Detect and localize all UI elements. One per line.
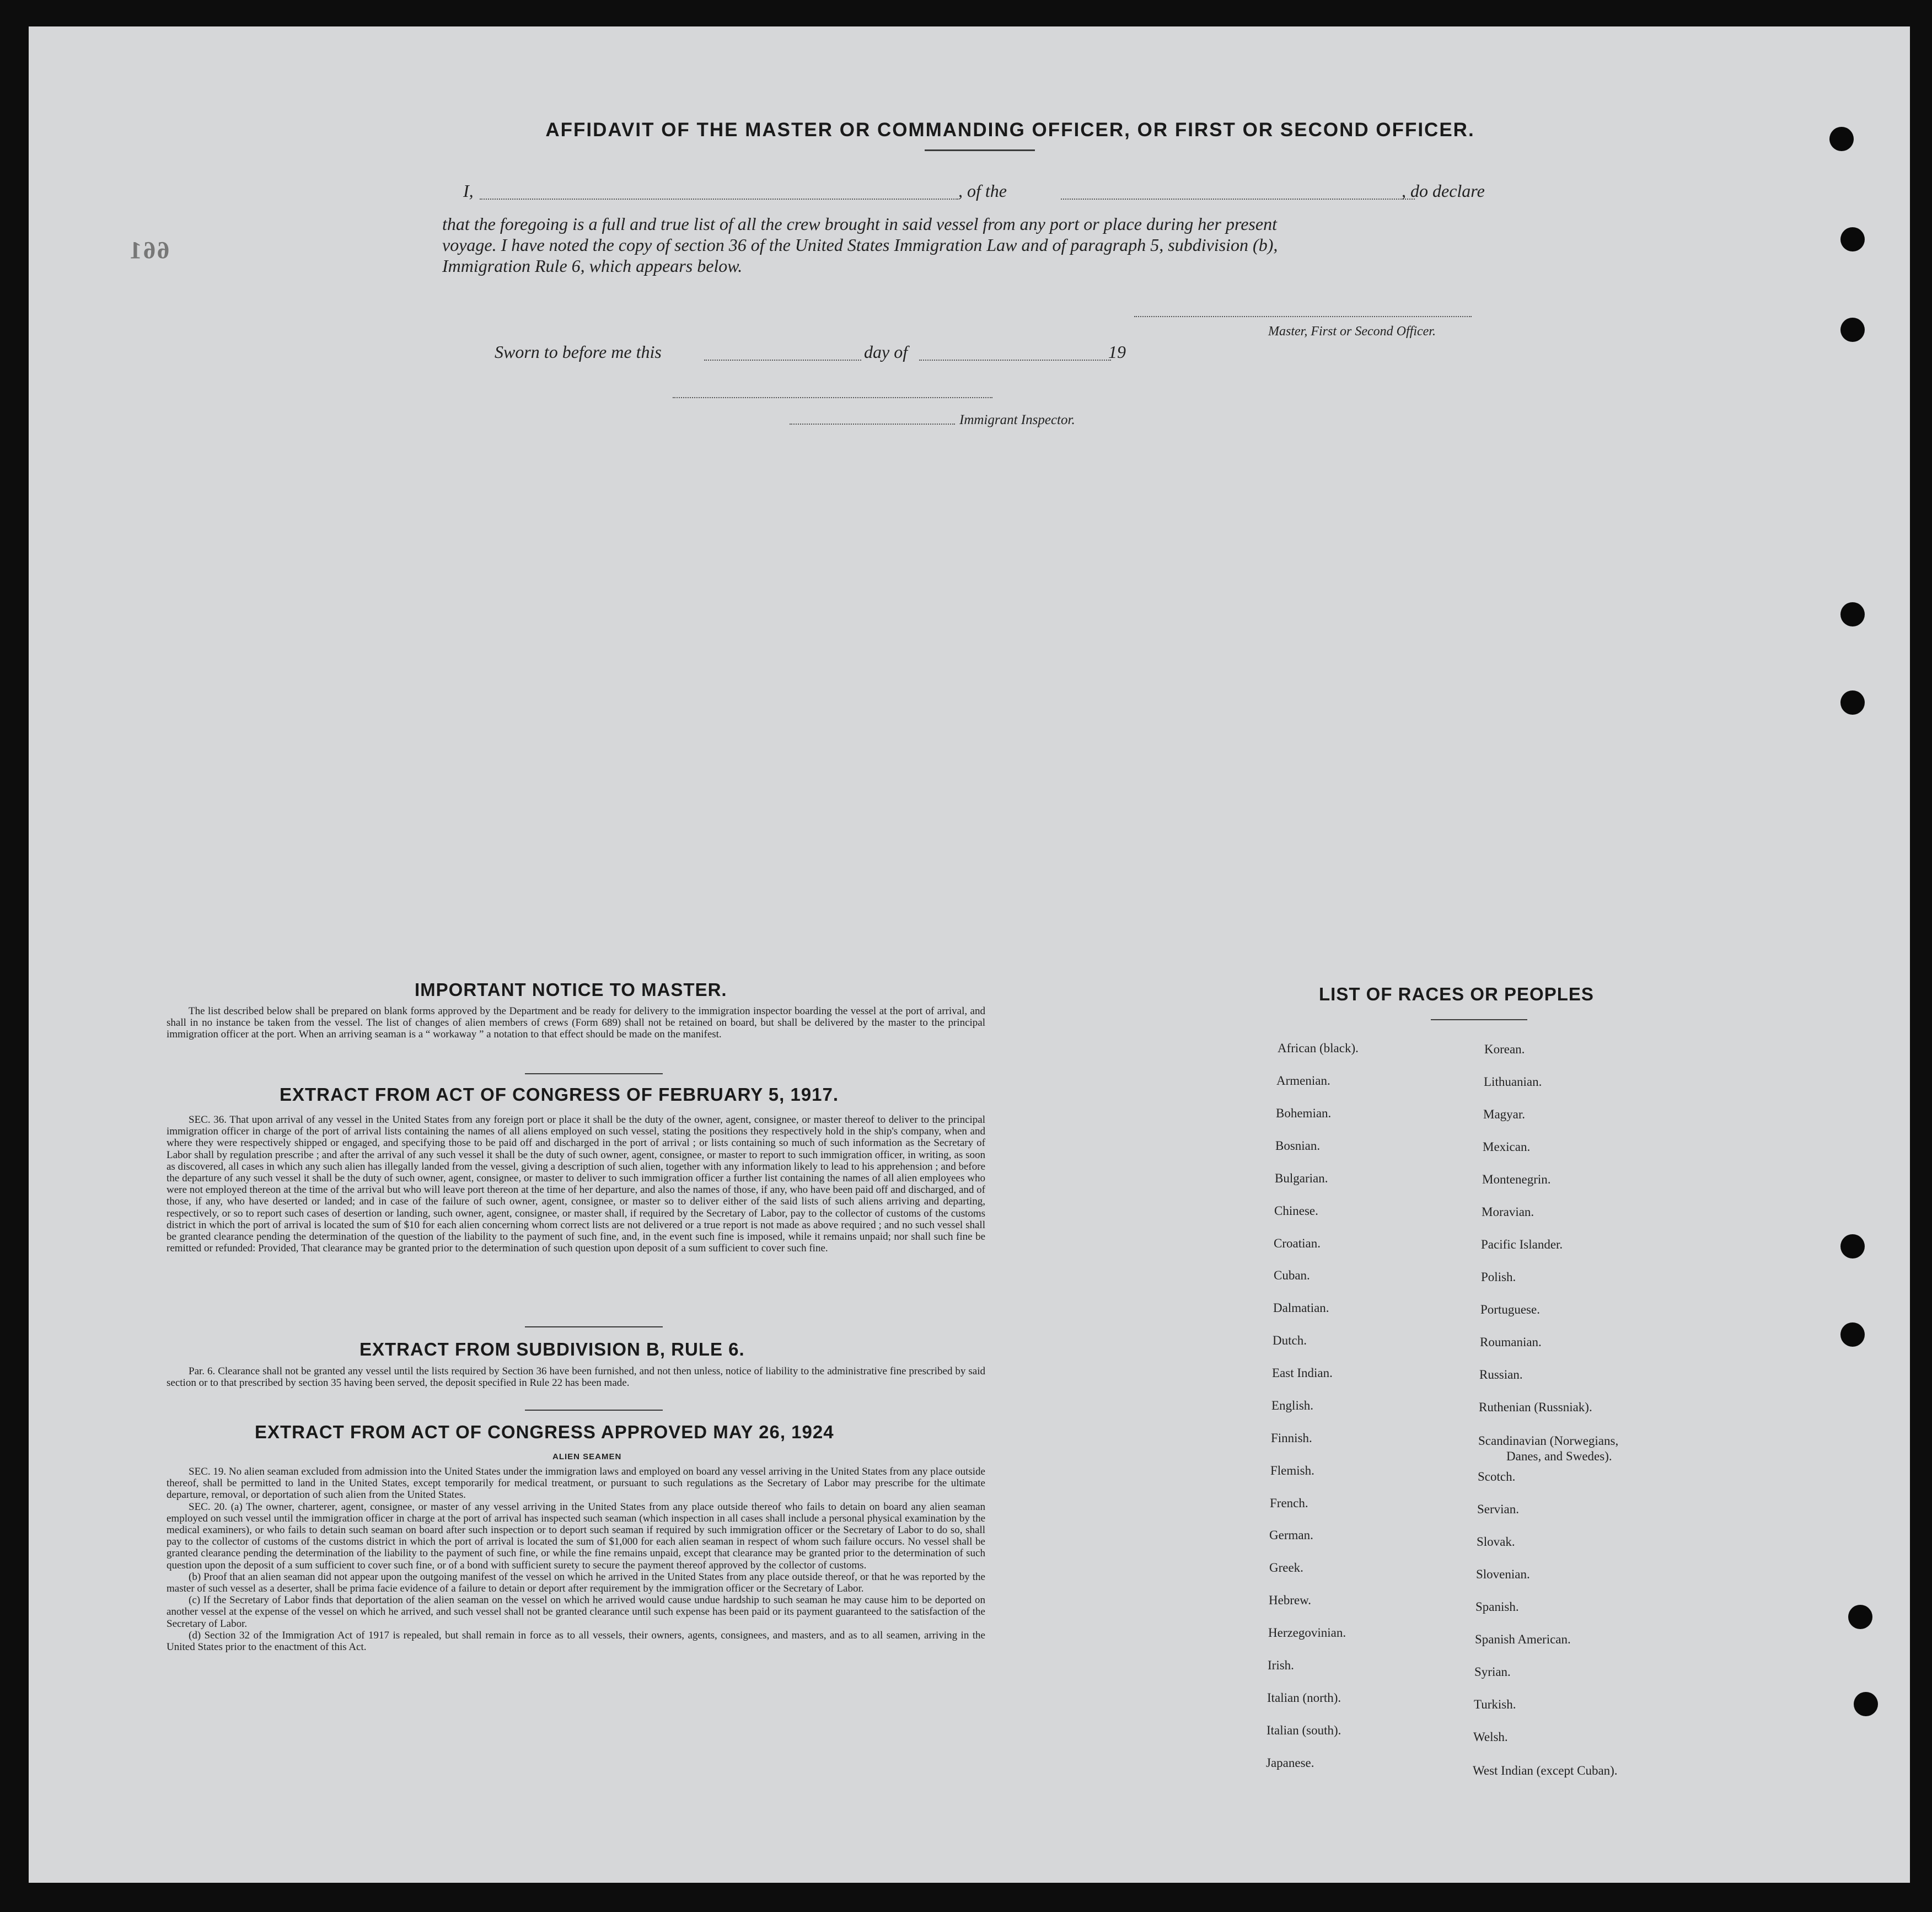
race-item: Herzegovinian.: [1268, 1626, 1346, 1640]
binder-hole: [1840, 318, 1865, 342]
extract-1917-title: EXTRACT FROM ACT OF CONGRESS OF FEBRUARY 5, 1917.: [280, 1084, 839, 1105]
race-item: Cuban.: [1274, 1268, 1310, 1282]
race-item: Magyar.: [1483, 1107, 1526, 1121]
race-item: Montenegrin.: [1482, 1172, 1551, 1186]
stamp-number: 661: [128, 237, 169, 264]
affidavit-statement-line-2: voyage. I have noted the copy of section 36 of the United States Immigration Law and of paragraph 5, subdivision (b),: [442, 235, 1278, 255]
race-item: Bosnian.: [1275, 1139, 1321, 1153]
notice-paragraph: The list described below shall be prepared on blank forms approved by the Department and be ready for delivery to the immigration inspector boarding the vessel at the port of arrival, and shall in no instance be taken from the vessel. The list of changes of alien members of crews (Form 689) shall not be retained on board, but shall be delivered by the master to the principal immigration officer at the port. When an arriving seaman is a “ workaway ” a notation to that effect should be made on the manifest.: [167, 1005, 985, 1041]
race-item: Irish.: [1268, 1658, 1294, 1672]
affidavit-statement-line-1: that the foregoing is a full and true list of all the crew brought in said vessel from any port or place during her present: [442, 214, 1277, 234]
race-item: Greek.: [1269, 1561, 1303, 1574]
race-item: Polish.: [1481, 1270, 1516, 1284]
inspector-caption-line: [790, 424, 955, 425]
extract-1924-subtitle: ALIEN SEAMEN: [552, 1452, 622, 1461]
binder-hole: [1840, 1234, 1865, 1258]
extract-1924-paragraph: (b) Proof that an alien seaman did not appear upon the outgoing manifest of the vessel on which he arrived in the United States from any place outside thereof, or that he was reported by the master of such vessel as a deserter, shall be prima facie evidence of a failure to detain or deport after requirement by the immigration officer or the Secretary of Labor.: [167, 1571, 985, 1595]
notice-text: [167, 1005, 985, 1041]
extract-1924-paragraph: SEC. 19. No alien seaman excluded from admission into the United States under the immigration laws and employed on board any vessel arriving in the United States from any place outside thereof, shall be permitted to land in the United States, except temporarily for medical treatment, or pursuant to such regulations as the Secretary of Labor may prescribe for the ultimate departure, removal, or deportation of such alien from the United States.: [167, 1466, 985, 1501]
race-item: Bohemian.: [1276, 1106, 1332, 1120]
race-item: Dalmatian.: [1273, 1301, 1329, 1315]
extract-1924-paragraph: (d) Section 32 of the Immigration Act of 1917 is repealed, but shall remain in force as to all vessels, their owners, agents, consignees, and masters, and as to all seamen, arriving in the United States prior to the enactment of this Act.: [167, 1629, 985, 1653]
race-item: East Indian.: [1272, 1366, 1333, 1380]
vessel-name-line: [1061, 199, 1415, 200]
race-item: Servian.: [1477, 1502, 1520, 1516]
extract-rule6-text: [167, 1365, 985, 1389]
extract-rule6-paragraph: Par. 6. Clearance shall not be granted any vessel until the lists required by Section 36 have been furnished, and not then unless, notice of liability to the administrative fine prescribed by said section or to that prescribed by section 35 having been served, the deposit specified in Rule 22 has been made.: [167, 1365, 985, 1389]
race-item: Roumanian.: [1480, 1335, 1542, 1349]
race-item: Chinese.: [1274, 1204, 1318, 1218]
affidavit-i-label: I,: [463, 181, 474, 201]
race-item: English.: [1271, 1399, 1314, 1412]
extract-1924-text: [167, 1466, 985, 1653]
race-item: Danes, and Swedes).: [1506, 1449, 1612, 1463]
officer-name-line: [480, 199, 958, 200]
section-divider-1: [525, 1073, 663, 1074]
extract-1924-paragraph: SEC. 20. (a) The owner, charterer, agent, consignee, or master of any vessel arriving in the United States from any place outside thereof who fails to detain on board any alien seaman employed on such vessel until the immigration officer in charge at the port of arrival has inspected such seaman (which inspection in all cases shall include a personal physical examination by the medical examiners), or who fails to detain such seaman on board after such inspection or to deport such seaman if required by such immigration officer or the Secretary of Labor to do so, shall pay to the collector of customs of the customs district in which the port of arrival is located the sum of $1,000 for each alien seaman in respect of whom such failure occurs. No vessel shall be granted clearance pending the determination of the liability to the payment of such fine, or while the fine remains unpaid, except that clearance may be granted prior to the determination of such question upon the deposit of a sum sufficient to cover such fine, or of a bond with sufficient surety to secure the payment thereof approved by the collector of customs.: [167, 1501, 985, 1571]
race-item: Turkish.: [1474, 1697, 1516, 1711]
extract-rule6-title: EXTRACT FROM SUBDIVISION B, RULE 6.: [359, 1339, 745, 1359]
race-item: Dutch.: [1273, 1333, 1307, 1347]
extract-1917-text: [167, 1114, 985, 1254]
race-item: Russian.: [1479, 1368, 1523, 1381]
section-divider-3: [525, 1410, 663, 1411]
extract-1924-paragraph: (c) If the Secretary of Labor finds that deportation of the alien seaman on the vessel on which he arrived would cause undue hardship to such seaman he may cause him to be deported on another vessel at the expense of the vessel on which he arrived, and such vessel shall not be granted clearance until such expense has been paid or its payment guaranteed to the satisfaction of the Secretary of Labor.: [167, 1594, 985, 1630]
race-item: Slovenian.: [1476, 1567, 1530, 1581]
sworn-label: Sworn to before me this: [495, 342, 662, 362]
race-item: West Indian (except Cuban).: [1473, 1764, 1618, 1777]
race-item: Croatian.: [1274, 1236, 1321, 1250]
race-item: Korean.: [1484, 1042, 1525, 1056]
race-item: Italian (south).: [1266, 1723, 1341, 1737]
binder-hole: [1840, 1322, 1865, 1347]
day-of-label: day of: [864, 342, 908, 362]
race-item: Spanish.: [1475, 1600, 1519, 1614]
sworn-day-line: [704, 360, 861, 361]
inspector-signature-line: [673, 397, 992, 398]
race-item: Welsh.: [1473, 1730, 1508, 1744]
binder-hole: [1840, 690, 1865, 715]
race-item: Bulgarian.: [1275, 1171, 1328, 1185]
race-item: German.: [1269, 1528, 1313, 1542]
race-item: Lithuanian.: [1484, 1075, 1542, 1089]
sworn-month-line: [919, 360, 1111, 361]
race-item: Flemish.: [1270, 1464, 1314, 1477]
binder-hole: [1840, 602, 1865, 626]
race-item: Pacific Islander.: [1481, 1238, 1563, 1251]
title-rule: [925, 149, 1035, 151]
race-item: Mexican.: [1483, 1140, 1531, 1154]
form-sheet: [29, 26, 1910, 1883]
officer-signature-line: [1134, 316, 1472, 317]
extract-1924-title: EXTRACT FROM ACT OF CONGRESS APPROVED MAY 26, 1924: [255, 1422, 834, 1442]
affidavit-of-the-label: , of the: [958, 181, 1007, 201]
race-item: Slovak.: [1477, 1535, 1515, 1549]
race-item: Syrian.: [1474, 1665, 1511, 1679]
affidavit-declare-label: , do declare: [1402, 181, 1485, 201]
officer-signature-caption: Master, First or Second Officer.: [1268, 324, 1436, 339]
notice-title: IMPORTANT NOTICE TO MASTER.: [415, 979, 727, 1000]
race-item: Italian (north).: [1267, 1691, 1341, 1705]
races-title: LIST OF RACES OR PEOPLES: [1319, 984, 1594, 1004]
affidavit-statement-line-3: Immigration Rule 6, which appears below.: [442, 256, 743, 276]
race-item: Finnish.: [1271, 1431, 1312, 1445]
binder-hole: [1829, 127, 1854, 151]
binder-hole: [1840, 227, 1865, 251]
binder-hole: [1854, 1692, 1878, 1716]
race-item: French.: [1270, 1496, 1308, 1510]
affidavit-title: AFFIDAVIT OF THE MASTER OR COMMANDING OFFICER, OR FIRST OR SECOND OFFICER.: [545, 119, 1475, 141]
inspector-caption: Immigrant Inspector.: [959, 413, 1075, 427]
race-item: Scotch.: [1478, 1470, 1516, 1483]
race-item: Portuguese.: [1480, 1303, 1540, 1316]
race-item: Scandinavian (Norwegians,: [1478, 1434, 1619, 1448]
race-item: Hebrew.: [1269, 1593, 1312, 1607]
year-prefix: 19: [1108, 342, 1126, 362]
race-item: Moravian.: [1482, 1205, 1534, 1219]
race-item: Ruthenian (Russniak).: [1479, 1400, 1592, 1414]
race-item: Japanese.: [1266, 1756, 1314, 1770]
extract-1917-paragraph: SEC. 36. That upon arrival of any vessel in the United States from any foreign port or place it shall be the duty of the owner, agent, consignee, or master thereof to deliver to the principal immigration officer in charge of the port of arrival lists containing the names of all aliens employed on such vessel, stating the positions they respectively hold in the ship's company, when and where they were respectively shipped or engaged, and specifying those to be paid off and discharged in the port of arrival ; or lists containing so much of such information as the Secretary of Labor shall by regulation prescribe ; and after the arrival of any such vessel it shall be the duty of such owner, agent, consignee, or master to report to such immigration officer, in writing, as soon as discovered, all cases in which any such alien has illegally landed from the vessel, giving a description of such alien, together with any information likely to lead to his apprehension ; and before the departure of any such vessel it shall be the duty of such owner, agent, consignee, or master to deliver to such immigration officer a further list containing the names of all alien employees who were not employed thereon at the time of the arrival but who will leave port thereon at the time of her departure, and also the names of those, if any, who have been paid off and discharged, and of those, if any, who have deserted or landed; and in case of the failure of such owner, agent, consignee, or master so to deliver either of the said lists of such aliens arriving and departing, respectively, or so to report such cases of desertion or landing, such owner, agent, consignee, or master shall, if required by the Secretary of Labor, pay to the collector of customs of the customs district in which the port of arrival is located the sum of $10 for each alien concerning whom correct lists are not delivered or a true report is not made as above required ; and no such vessel shall be granted clearance pending the determination of the question of the liability to the payment of such fine, and, in the event such fine is imposed, while it remains unpaid; nor shall such fine be remitted or refunded: Provided, That clearance may be granted prior to the determination of such question upon deposit of a sum sufficient to cover such fine.: [167, 1114, 985, 1255]
race-item: African (black).: [1278, 1041, 1359, 1055]
race-item: Armenian.: [1276, 1074, 1330, 1088]
race-item: Spanish American.: [1475, 1632, 1571, 1646]
binder-hole: [1848, 1605, 1872, 1629]
section-divider-2: [525, 1326, 663, 1327]
races-title-rule: [1431, 1019, 1527, 1020]
